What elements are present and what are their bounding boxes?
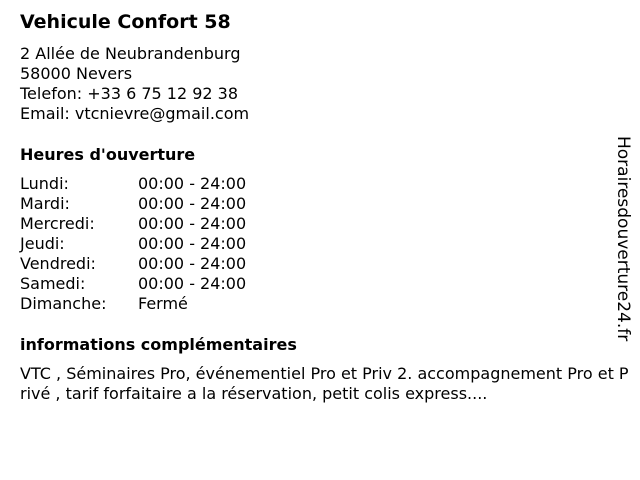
email-address[interactable]: Email: vtcnievre@gmail.com [20, 104, 250, 123]
hours-row [20, 294, 246, 314]
phone-number[interactable]: Telefon: +33 6 75 12 92 38 [20, 84, 239, 103]
hours-day: Vendredi: [20, 254, 96, 273]
hours-row [20, 214, 246, 234]
business-name: Vehicule Confort 58 [20, 11, 231, 33]
info-heading: informations complémentaires [20, 335, 297, 354]
address-block [20, 44, 249, 124]
hours-row [20, 254, 246, 274]
hours-time: 00:00 - 24:00 [138, 234, 247, 253]
hours-row [20, 174, 246, 194]
hours-time: 00:00 - 24:00 [138, 194, 247, 213]
hours-day: Lundi: [20, 174, 69, 193]
hours-day: Jeudi: [20, 234, 65, 253]
hours-time: 00:00 - 24:00 [138, 214, 247, 233]
hours-time: Fermé [138, 294, 188, 313]
hours-day: Mardi: [20, 194, 70, 213]
hours-heading: Heures d'ouverture [20, 145, 196, 164]
address-city: 58000 Nevers [20, 64, 133, 83]
hours-day: Samedi: [20, 274, 86, 293]
hours-row [20, 234, 246, 254]
hours-day: Mercredi: [20, 214, 95, 233]
hours-time: 00:00 - 24:00 [138, 254, 247, 273]
info-text: VTC , Séminaires Pro, événementiel Pro et Priv 2. accompagnement Pro et Privé , tarif forfaitaire a la réservation, petit colis express.... [20, 364, 629, 403]
hours-time: 00:00 - 24:00 [138, 274, 247, 293]
address-street: 2 Allée de Neubrandenburg [20, 44, 241, 63]
hours-row [20, 274, 246, 294]
hours-day: Dimanche: [20, 294, 107, 313]
hours-table [20, 174, 246, 314]
hours-row [20, 194, 246, 214]
watermark: Horairesdouverture24.fr [613, 136, 633, 342]
hours-time: 00:00 - 24:00 [138, 174, 247, 193]
